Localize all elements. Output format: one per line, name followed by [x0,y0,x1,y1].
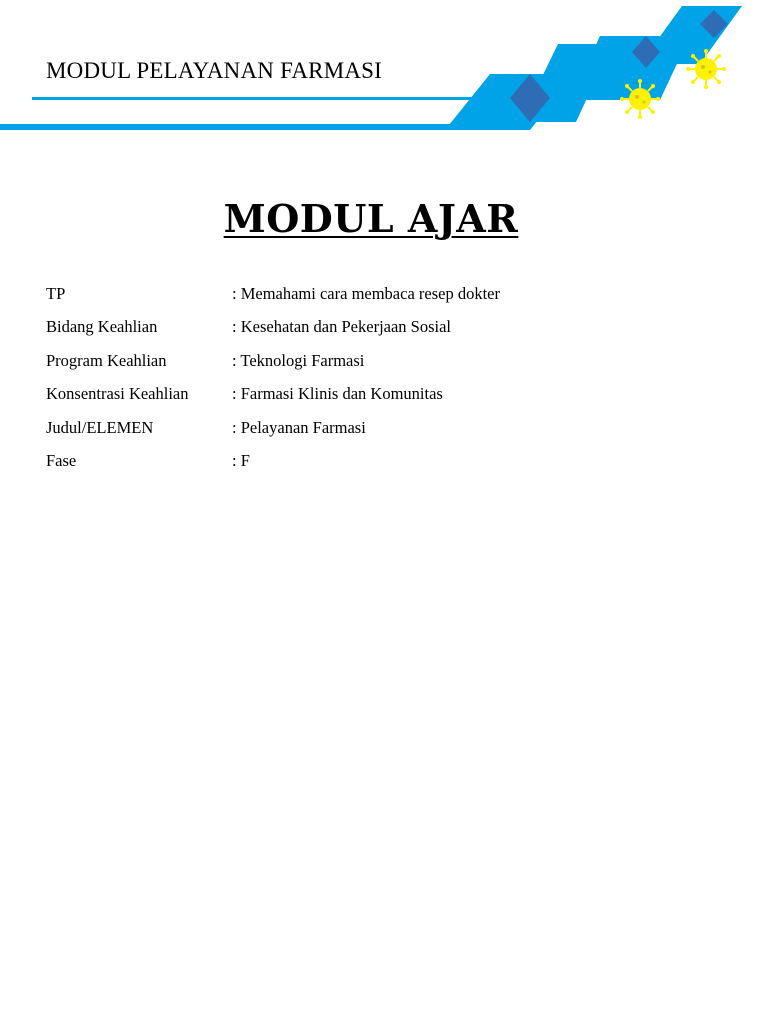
info-row-fase [46,445,686,479]
page-title: MODUL AJAR [223,196,519,241]
info-label: Program Keahlian [46,350,167,370]
info-value: : Teknologi Farmasi [232,350,365,370]
info-table [46,277,686,478]
info-label: Fase [46,451,77,471]
info-row-judul-elemen [46,411,686,445]
header-rule-thin [32,97,477,100]
info-label: TP [46,283,66,303]
info-value: : F [232,451,250,471]
virus-icon [620,79,660,119]
info-row-tp [46,277,686,311]
info-row-program-keahlian [46,344,686,378]
info-label: Bidang Keahlian [46,317,158,337]
header-title: MODUL PELAYANAN FARMASI [46,58,383,83]
info-value: : Kesehatan dan Pekerjaan Sosial [232,317,452,337]
info-value: : Pelayanan Farmasi [232,417,366,437]
virus-icon [686,49,726,89]
header-rule-thick [0,124,460,130]
info-value: : Farmasi Klinis dan Komunitas [232,384,443,404]
info-label: Konsentrasi Keahlian [46,384,189,404]
info-label: Judul/ELEMEN [46,417,154,437]
info-row-konsentrasi-keahlian [46,378,686,412]
info-row-bidang-keahlian [46,311,686,345]
info-value: : Memahami cara membaca resep dokter [232,283,500,303]
